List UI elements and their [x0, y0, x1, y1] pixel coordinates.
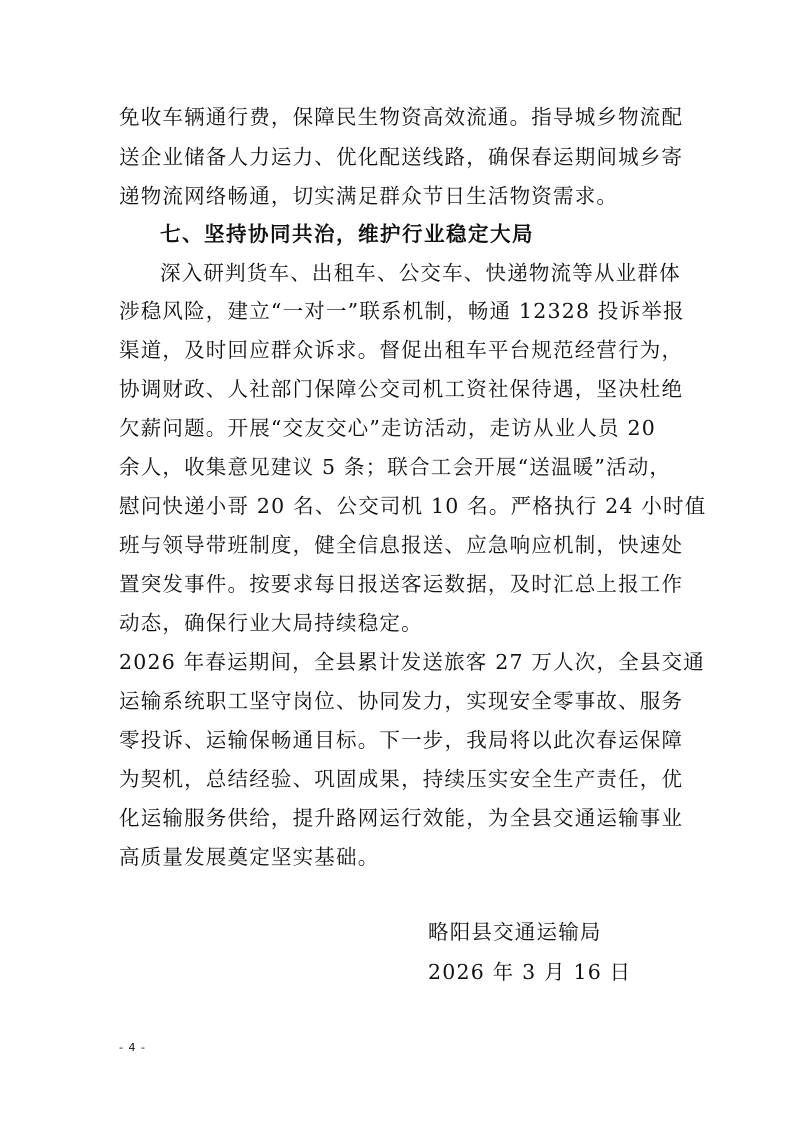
- summary-line: 为契机，总结经验、巩固成果，持续压实安全生产责任，优: [119, 767, 684, 791]
- signature-org: 略阳县交通运输局: [428, 920, 602, 944]
- summary-line: 零投诉、运输保畅通目标。下一步，我局将以此次春运保障: [119, 728, 684, 752]
- section-line: 协调财政、人社部门保障公交司机工资社保待遇，坚决杜绝: [119, 377, 684, 401]
- page-number: - 4 -: [119, 1041, 146, 1054]
- summary-line: 2026 年春运期间，全县累计发送旅客 27 万人次，全县交通: [119, 650, 706, 674]
- summary-line: 运输系统职工坚守岗位、协同发力，实现安全零事故、服务: [119, 689, 684, 713]
- section-line: 余人，收集意见建议 5 条；联合工会开展“送温暖”活动，: [119, 455, 672, 479]
- body-line: 递物流网络畅通，切实满足群众节日生活物资需求。: [119, 184, 619, 208]
- section-line: 置突发事件。按要求每日报送客运数据，及时汇总上报工作: [119, 572, 684, 596]
- signature-date: 2026 年 3 月 16 日: [428, 960, 632, 984]
- section-line: 动态，确保行业大局持续稳定。: [119, 611, 423, 635]
- section-line: 慰问快递小哥 20 名、公交司机 10 名。严格执行 24 小时值: [119, 494, 707, 518]
- body-line: 免收车辆通行费，保障民生物资高效流通。指导城乡物流配: [119, 105, 684, 129]
- section-heading: 七、坚持协同共治，维护行业稳定大局: [160, 222, 534, 246]
- section-line: 班与领导带班制度，健全信息报送、应急响应机制，快速处: [119, 533, 684, 557]
- section-line: 欠薪问题。开展“交友交心”走访活动，走访从业人员 20: [119, 416, 656, 440]
- summary-line: 化运输服务供给，提升路网运行效能，为全县交通运输事业: [119, 806, 684, 830]
- body-line: 送企业储备人力运力、优化配送线路，确保春运期间城乡寄: [119, 145, 684, 169]
- section-line: 涉稳风险，建立“一对一”联系机制，畅通 12328 投诉举报: [119, 299, 685, 323]
- section-line: 渠道，及时回应群众诉求。督促出租车平台规范经营行为，: [119, 338, 684, 362]
- section-line: 深入研判货车、出租车、公交车、快递物流等从业群体: [160, 261, 681, 285]
- summary-line: 高质量发展奠定坚实基础。: [119, 845, 380, 869]
